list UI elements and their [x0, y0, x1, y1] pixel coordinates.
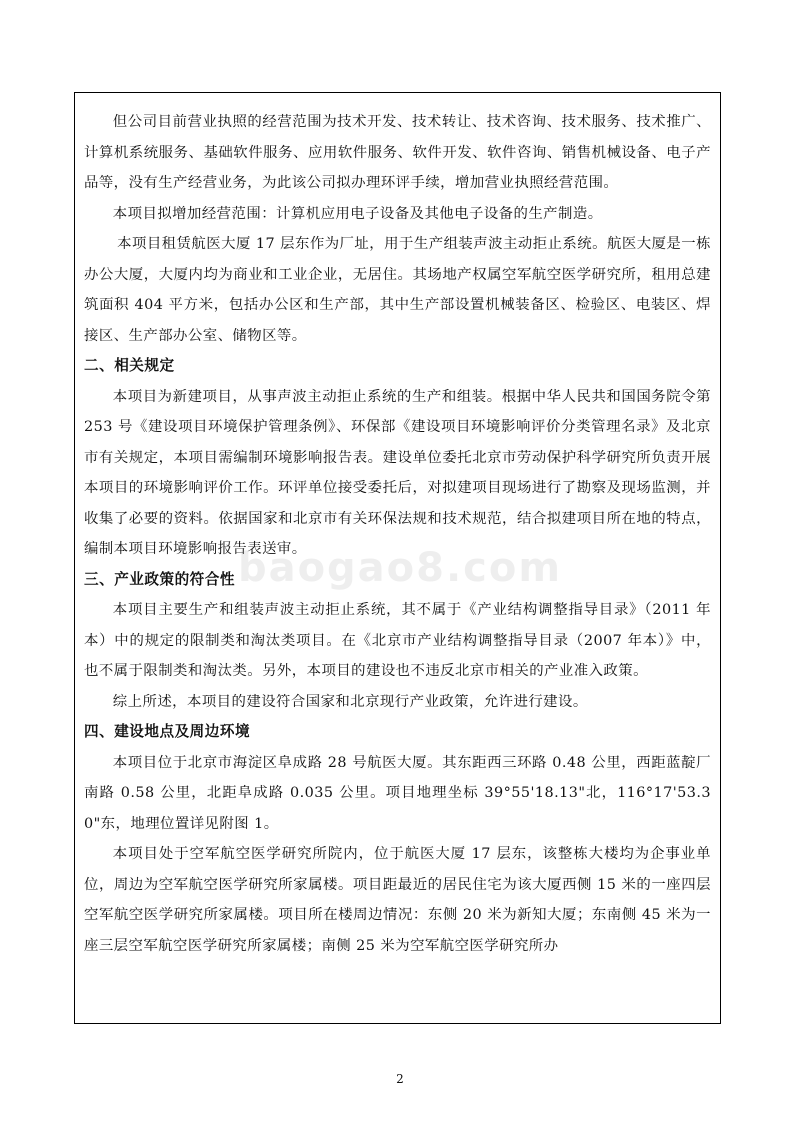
page-number: 2: [396, 1072, 404, 1086]
paragraph-surroundings: 本项目处于空军航空医学研究所院内，位于航医大厦 17 层东，该整栋大楼均为企事业单位，周边为空军航空医学研究所家属楼。项目距最近的居民住宅为该大厦西侧 15 米的一座四层空军航空医学研究所家属楼。项目所在楼周边情况：东侧 20 米为新知大厦；东南侧 45 米为一座三层空军航空医学研究所家属楼；南侧 25 米为空军航空医学研究所办: [84, 846, 711, 954]
paragraph-site-lease: 本项目租赁航医大厦 17 层东作为厂址，用于生产组装声波主动拒止系统。航医大厦是一栋办公大厦，大厦内均为商业和工业企业，无居住。其场地产权属空军航空医学研究所，租用总建筑面积 404 平方米，包括办公区和生产部，其中生产部设置机械装备区、检验区、电装区、焊接区、生产部办公室、储物区等。: [84, 236, 711, 344]
paragraph-added-scope: 本项目拟增加经营范围：计算机应用电子设备及其他电子设备的生产制造。: [112, 205, 603, 222]
document-frame: [74, 92, 721, 1024]
heading-regulations: 二、相关规定: [84, 357, 175, 374]
paragraph-policy-conclusion: 综上所述，本项目的建设符合国家和北京现行产业政策，允许进行建设。: [112, 693, 588, 710]
paragraph-industry-policy: 本项目主要生产和组装声波主动拒止系统，其不属于《产业结构调整指导目录》（2011 年本）中的规定的限制类和淘汰类项目。在《北京市产业结构调整指导目录（2007 年本）》中，也不属于限制类和淘汰类。另外，本项目的建设也不违反北京市相关的产业准入政策。: [84, 602, 711, 679]
paragraph-regulations: 本项目为新建项目，从事声波主动拒止系统的生产和组装。根据中华人民共和国国务院令第 253 号《建设项目环境保护管理条例》、环保部《建设项目环境影响评价分类管理名录》及北京市有关规定，本项目需编制环境影响报告表。建设单位委托北京市劳动保护科学研究所负责开展本项目的环境影响评价工作。环评单位接受委托后，对拟建项目现场进行了勘察及现场监测，并收集了必要的资料。依据国家和北京市有关环保法规和技术规范，结合拟建项目所在地的特点，编制本项目环境影响报告表送审。: [84, 388, 711, 557]
paragraph-location: 本项目位于北京市海淀区阜成路 28 号航医大厦。其东距西三环路 0.48 公里，西距蓝靛厂南路 0.58 公里，北距阜成路 0.035 公里。项目地理坐标 39°55'18.13"北，116°17'53.30"东，地理位置详见附图 1。: [84, 754, 711, 832]
heading-location: 四、建设地点及周边环境: [84, 723, 251, 740]
heading-industry-policy: 三、产业政策的符合性: [84, 570, 235, 588]
paragraph-business-scope: 但公司目前营业执照的经营范围为技术开发、技术转让、技术咨询、技术服务、技术推广、计算机系统服务、基础软件服务、应用软件服务、软件开发、软件咨询、销售机械设备、电子产品等，没有生产经营业务，为此该公司拟办理环评手续，增加营业执照经营范围。: [84, 114, 711, 191]
watermark: baogao8.com: [237, 545, 563, 591]
